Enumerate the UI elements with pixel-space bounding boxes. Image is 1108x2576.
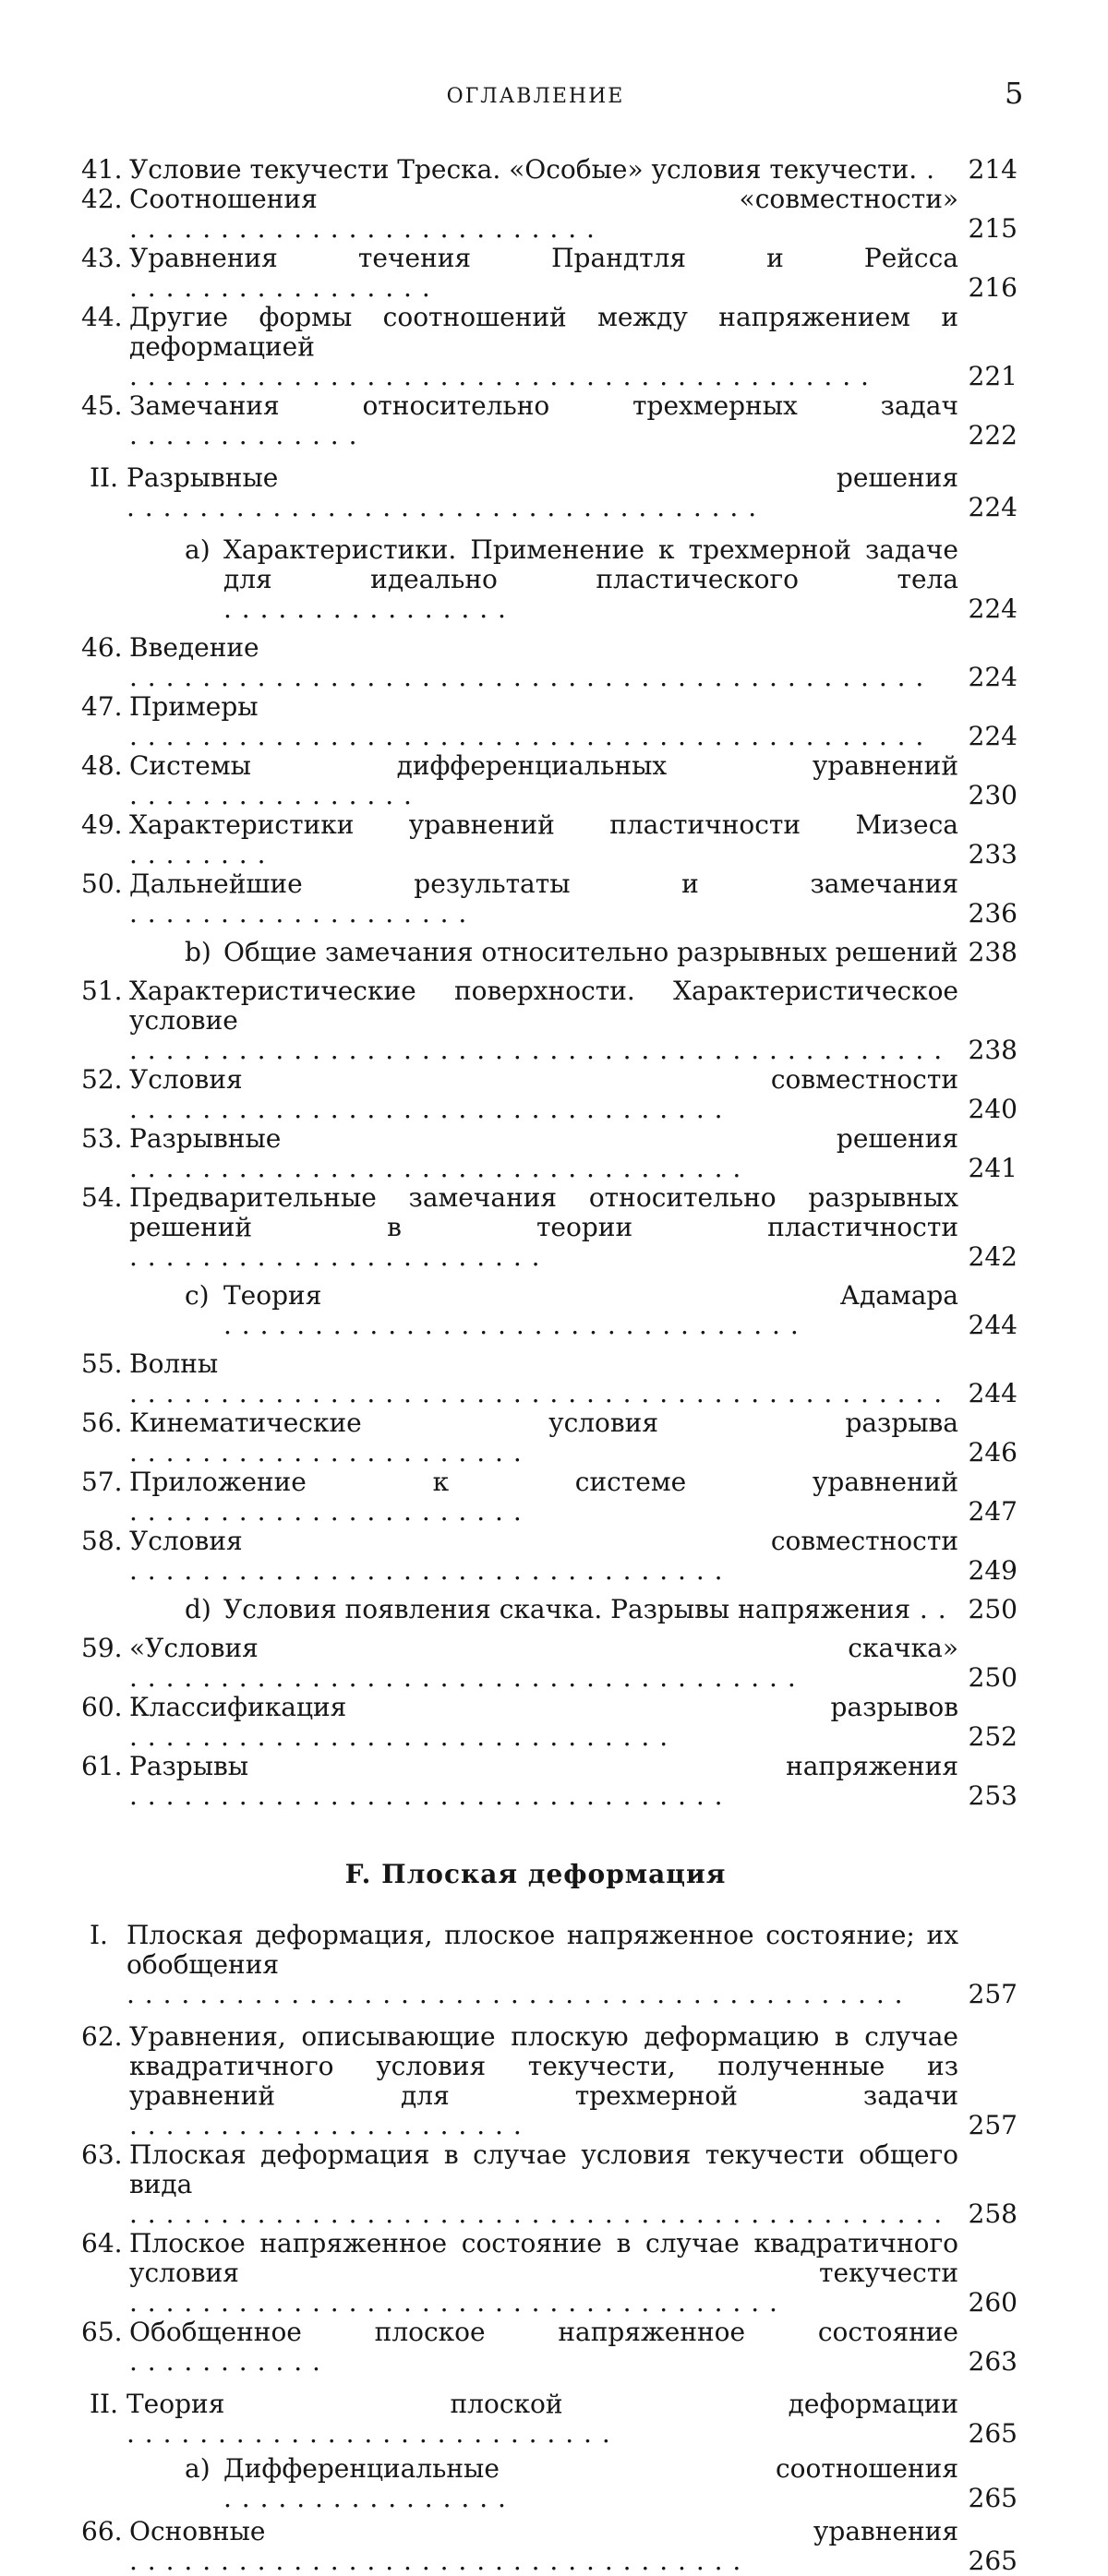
entry-page-number: 265 [968,2546,1018,2576]
entry-page-number: 246 [968,1437,1018,1468]
dot-leader: . . . . . . . . . . . . . . . . [223,593,507,624]
entry-title-wrap [129,391,1018,450]
toc-entry [81,1633,1018,1693]
toc-entry [81,302,1018,391]
entry-title: Разрывные решения [129,1123,958,1154]
dot-leader: . . . . . . . . . . . . . . . . . [129,272,431,303]
entry-title: Другие формы соотношений между напряжением и деформацией [129,302,958,362]
dot-leader: . . . . . . . . . . . . . . . . . . . . . . . . . . . . . . . . . . . . . . . . . . . . [129,662,925,692]
entry-number: 51. [81,976,123,1006]
entry-number: 55. [81,1348,123,1379]
toc-part-entry [90,463,1018,522]
entry-number: 63. [81,2139,123,2170]
toc-group-51-54 [0,976,1108,1272]
dot-leader: . . . . . . . . . . . . . . . . . . . . . . . . . . . . . . . . . . . . . . . . . . . . . [129,1378,944,1408]
entry-number: 59. [81,1633,123,1663]
toc-subsection-a [0,535,1108,624]
entry-title-wrap [129,976,1018,1065]
dot-leader: . . . . . . . . . . . . . . . . . . . . . . . . . . . . . . . . . . . . . . . . . [129,361,870,391]
entry-title-wrap [129,303,1018,391]
entry-title: Обобщенное плоское напряженное состояние [129,2317,958,2347]
toc-subsection-entry [185,535,1018,624]
toc-subsection-c [0,1281,1108,1340]
entry-title-wrap [129,2022,1018,2140]
entry-title: Уравнения течения Прандтля и Рейсса [129,243,958,273]
toc-entry [81,2317,1018,2377]
dot-leader: . . . . . . . . . . . . . . . . . . . . . . . . . . . . . . . . . . . . . . . . . . . . [129,721,925,751]
entry-title: Примеры [129,691,259,722]
dot-leader: . . . . . . . . . . . . . . . . . . . . . . . . . . . . . . . . . [129,1555,724,1586]
entry-title-wrap [129,1527,1018,1586]
dot-leader: . . . . . . . . . . . . . . . . . . . . . . . [129,1241,541,1272]
entry-title: Предварительные замечания относительно разрывных решений в теории пластичности [129,1182,958,1242]
entry-number: 43. [81,243,123,273]
toc-entry [81,1182,1018,1272]
entry-title: Уравнения, описывающие плоскую деформацию в случае квадратичного условия текучести, полученные из уравнений для трехмерной задачи [129,2021,958,2111]
entry-title-wrap [129,869,1018,929]
entry-number: II. [90,462,119,493]
entry-title-wrap [185,2454,1018,2513]
entry-number: 44. [81,302,123,332]
entry-title-wrap [90,1921,1018,2009]
dot-leader: . . . . . . . . . . . . . . . . . . . . . . . . . . . . . . . . . . . . . . . . . . . [126,1979,904,2009]
entry-page-number: 265 [968,2483,1018,2513]
entry-page-number: 241 [968,1153,1018,1183]
toc-subsection-entry [185,1595,1018,1624]
entry-number: 52. [81,1064,123,1095]
entry-page-number: 214 [968,154,1018,185]
page-number: 5 [1005,76,1024,111]
toc-subsection-entry [185,1281,1018,1340]
entry-title-wrap [129,1065,1018,1124]
toc-entry [81,691,1018,751]
entry-page-number: 233 [968,839,1018,869]
entry-page-number: 240 [968,1094,1018,1124]
entry-page-number: 260 [968,2287,1018,2318]
entry-number: 58. [81,1526,123,1556]
toc-subsection-entry [185,2454,1018,2513]
entry-number: d) [185,1594,211,1624]
toc-part-ii [0,463,1108,522]
entry-title: Условие текучести Треска. «Особые» условия текучести. [129,154,918,185]
entry-title: Плоская деформация в случае условия текучести общего вида [129,2139,958,2199]
toc-entry [81,1123,1018,1183]
entry-title-wrap [129,2229,1018,2318]
entry-page-number: 224 [968,593,1018,624]
entry-number: 50. [81,869,123,899]
toc-entry [81,1526,1018,1586]
entry-title: Приложение к системе уравнений [129,1467,958,1497]
entry-title-wrap [129,633,1018,692]
dot-leader: . . . . . . . . . . . . . . . . . . . [129,898,468,929]
entry-title: Условия совместности [129,1064,958,1095]
dot-leader: . . . . . . . . . . . . . . . . . . . . . . . . . . . . . . . . . . . . . . . . . . . . . [129,2199,944,2229]
entry-title: Характеристические поверхности. Характеристическое условие [129,976,958,1036]
dot-leader: . . . . . . . . . . . . . . . . [223,2483,507,2513]
toc-group-46-50 [0,633,1108,929]
entry-title-wrap [129,1634,1018,1693]
entry-title-wrap [185,535,1018,624]
entry-number: 62. [81,2021,123,2052]
entry-number: 47. [81,691,123,722]
entry-page-number: 224 [968,492,1018,522]
entry-page-number: 265 [968,2418,1018,2449]
dot-leader: . . . . . . . . . . . . . . . . . . . . . . . . . . . . . . . . . . . [126,492,758,522]
toc-group-55-58 [0,1349,1108,1586]
entry-number: 66. [81,2516,123,2546]
toc-entry [81,1064,1018,1124]
entry-page-number: 249 [968,1555,1018,1586]
entry-title-wrap [129,185,1018,244]
entry-page-number: 250 [968,1662,1018,1693]
entry-title-wrap [129,1408,1018,1468]
entry-title: Условия появления скачка. Разрывы напряжения [223,1594,911,1624]
entry-title: Разрывные решения [126,462,958,493]
entry-page-number: 250 [968,1594,1018,1624]
entry-title-wrap [185,1595,1018,1624]
toc-subsection-d [0,1595,1108,1624]
entry-title: Дальнейшие результаты и замечания [129,869,958,899]
dot-leader: . . . . . . . . . . . . . . . . . . . . . . . . . . . . . . . . . . . . . [129,1662,797,1693]
toc-entry [81,184,1018,244]
entry-number: 65. [81,2317,123,2347]
entry-page-number: 216 [968,272,1018,303]
entry-number: 45. [81,390,123,421]
entry-title: Плоское напряженное состояние в случае квадратичного условия текучести [129,2228,958,2288]
dot-leader: . . [910,1594,947,1624]
toc-part-entry [90,1921,1018,2009]
toc-entry [81,1751,1018,1811]
toc-part-entry [90,2390,1018,2449]
toc-entry [81,1348,1018,1408]
dot-leader: . . . . . . . . . . . . . . . . . . . . . . [129,1437,523,1468]
entry-title-wrap [129,244,1018,303]
toc-entry [81,750,1018,810]
toc-subsection-entry [185,938,1018,967]
entry-title: Классификация разрывов [129,1692,958,1722]
entry-title-wrap [129,2517,1018,2576]
entry-page-number: 238 [968,937,1018,967]
toc-entry [81,154,1018,185]
toc-entry [81,809,1018,869]
toc-entry [81,1692,1018,1752]
entry-number: 57. [81,1467,123,1497]
dot-leader: . . . . . . . . . . . . . . . . . . . . . . [129,2110,523,2140]
entry-title-wrap [90,463,1018,522]
entry-title: Замечания относительно трехмерных задач [129,390,958,421]
entry-number: b) [185,937,211,967]
entry-title-wrap [129,2140,1018,2229]
toc-group-59-61 [0,1634,1108,1811]
entry-page-number: 257 [968,1979,1018,2009]
dot-leader: . . . . . . . . . . . . . [129,420,358,450]
entry-title: Системы дифференциальных уравнений [129,750,958,781]
entry-number: 56. [81,1408,123,1438]
entry-title: Основные уравнения [129,2516,958,2546]
running-title: ОГЛАВЛЕНИЕ [446,85,625,108]
entry-title-wrap [129,692,1018,751]
entry-title: Теория Адамара [223,1280,958,1311]
entry-page-number: 242 [968,1241,1018,1272]
entry-number: 46. [81,632,123,663]
entry-page-number: 222 [968,420,1018,450]
entry-title: Характеристики. Применение к трехмерной задаче для идеально пластического тела [223,534,958,594]
entry-title-wrap [129,1124,1018,1183]
entry-title: Введение [129,632,259,663]
entry-page-number: 257 [968,2110,1018,2140]
entry-page-number: 215 [968,213,1018,244]
toc-entry [81,2228,1018,2318]
entry-title: Кинематические условия разрыва [129,1408,958,1438]
entry-title: Разрывы напряжения [129,1751,958,1781]
entry-page-number: 221 [968,361,1018,391]
dot-leader: . . . . . . . . . . . . . . . . . . . . . . . . . . . . . . . . . . . . . . . . . . . . . [129,1035,944,1065]
toc-entry [81,1408,1018,1468]
entry-number: I. [90,1920,108,1950]
entry-number: 48. [81,750,123,781]
entry-page-number: 247 [968,1496,1018,1527]
toc-entry [81,243,1018,303]
entry-title-wrap [129,1752,1018,1811]
entry-title-wrap [129,1468,1018,1527]
entry-title: Условия совместности [129,1526,958,1556]
dot-leader: . . . . . . . . . . . [129,2346,321,2377]
toc-entry [81,976,1018,1065]
entry-page-number: 253 [968,1780,1018,1811]
entry-number: a) [185,2453,211,2484]
entry-title: «Условия скачка» [129,1633,958,1663]
dot-leader: . . . . . . . . . . . . . . . . . . . . . . . . . . . [126,2418,611,2449]
section-heading-f: F. Плоская деформация [344,1859,727,1889]
table-of-contents [0,155,1108,2576]
entry-number: 61. [81,1751,123,1781]
entry-number: 64. [81,2228,123,2258]
entry-number: a) [185,534,211,565]
dot-leader: . . . . . . . . . . . . . . . . . . . . . . . . . . . . . . . . . . [129,1153,742,1183]
entry-title: Дифференциальные соотношения [223,2453,958,2484]
entry-number: 53. [81,1123,123,1154]
entry-title: Соотношения «совместности» [129,184,958,214]
dot-leader: . . . . . . . . . . . . . . . . . . . . . . . . . . . . . . . . . [129,1780,724,1811]
dot-leader: . . . . . . . . . . . . . . . . . . . . . . . . . . . . . . . . . . . . [129,2287,778,2318]
dot-leader: . . . . . . . . . . . . . . . . . . . . . . . . . . . . . . . . . . [129,2546,742,2576]
entry-title: Характеристики уравнений пластичности Мизеса [129,809,958,840]
entry-title-wrap [185,1281,1018,1340]
toc-entry [81,1467,1018,1527]
entry-title-wrap [129,1183,1018,1272]
entry-title-wrap [90,2390,1018,2449]
entry-title: Общие замечания относительно разрывных решений [223,937,958,967]
toc-group-41-45 [0,155,1108,450]
toc-f-part-i [0,1921,1108,2009]
entry-page-number: 230 [968,780,1018,810]
entry-page-number: 224 [968,721,1018,751]
entry-page-number: 244 [968,1378,1018,1408]
entry-number: 41. [81,154,123,185]
entry-page-number: 252 [968,1721,1018,1752]
entry-page-number: 238 [968,1035,1018,1065]
toc-entry [81,2021,1018,2140]
toc-f-subsection-a [0,2454,1108,2513]
dot-leader: . . . . . . . . . . . . . . . . . . . . . . . . . . . . . . . . . [129,1094,724,1124]
entry-number: 49. [81,809,123,840]
entry-title-wrap [129,2318,1018,2377]
entry-title: Теория плоской деформации [126,2389,958,2419]
entry-page-number: 224 [968,662,1018,692]
toc-group-62-65 [0,2022,1108,2377]
entry-title: Плоская деформация, плоское напряженное состояние; их обобщения [126,1920,958,1980]
entry-title-wrap [129,1693,1018,1752]
entry-number: c) [185,1280,210,1311]
entry-title: Волны [129,1348,219,1379]
entry-number: 42. [81,184,123,214]
toc-f-part-ii [0,2390,1108,2449]
toc-subsection-b [0,938,1108,967]
toc-entry [81,2516,1018,2576]
entry-page-number: 244 [968,1310,1018,1340]
entry-number: 54. [81,1182,123,1213]
toc-entry [81,632,1018,692]
dot-leader: . [917,154,935,185]
dot-leader: . . . . . . . . . . . . . . . . . . . . . . . . . . [129,213,596,244]
entry-title-wrap [129,155,1018,185]
entry-number: 60. [81,1692,123,1722]
toc-entry [81,2139,1018,2229]
dot-leader: . . . . . . . . . . . . . . . . [129,780,413,810]
toc-entry [81,869,1018,929]
entry-title-wrap [129,751,1018,810]
dot-leader: . . . . . . . . . . . . . . . . . . . . . . [129,1496,523,1527]
entry-title-wrap [129,810,1018,869]
toc-entry [81,390,1018,450]
entry-number: II. [90,2389,119,2419]
dot-leader: . . . . . . . . [129,839,267,869]
entry-title-wrap [129,1349,1018,1408]
dot-leader: . . . . . . . . . . . . . . . . . . . . . . . . . . . . . . . . [223,1310,800,1340]
entry-title-wrap [185,938,1018,967]
entry-page-number: 236 [968,898,1018,929]
toc-group-66 [0,2517,1108,2576]
entry-page-number: 258 [968,2199,1018,2229]
entry-page-number: 263 [968,2346,1018,2377]
dot-leader: . . . . . . . . . . . . . . . . . . . . . . . . . . . . . . [129,1721,669,1752]
